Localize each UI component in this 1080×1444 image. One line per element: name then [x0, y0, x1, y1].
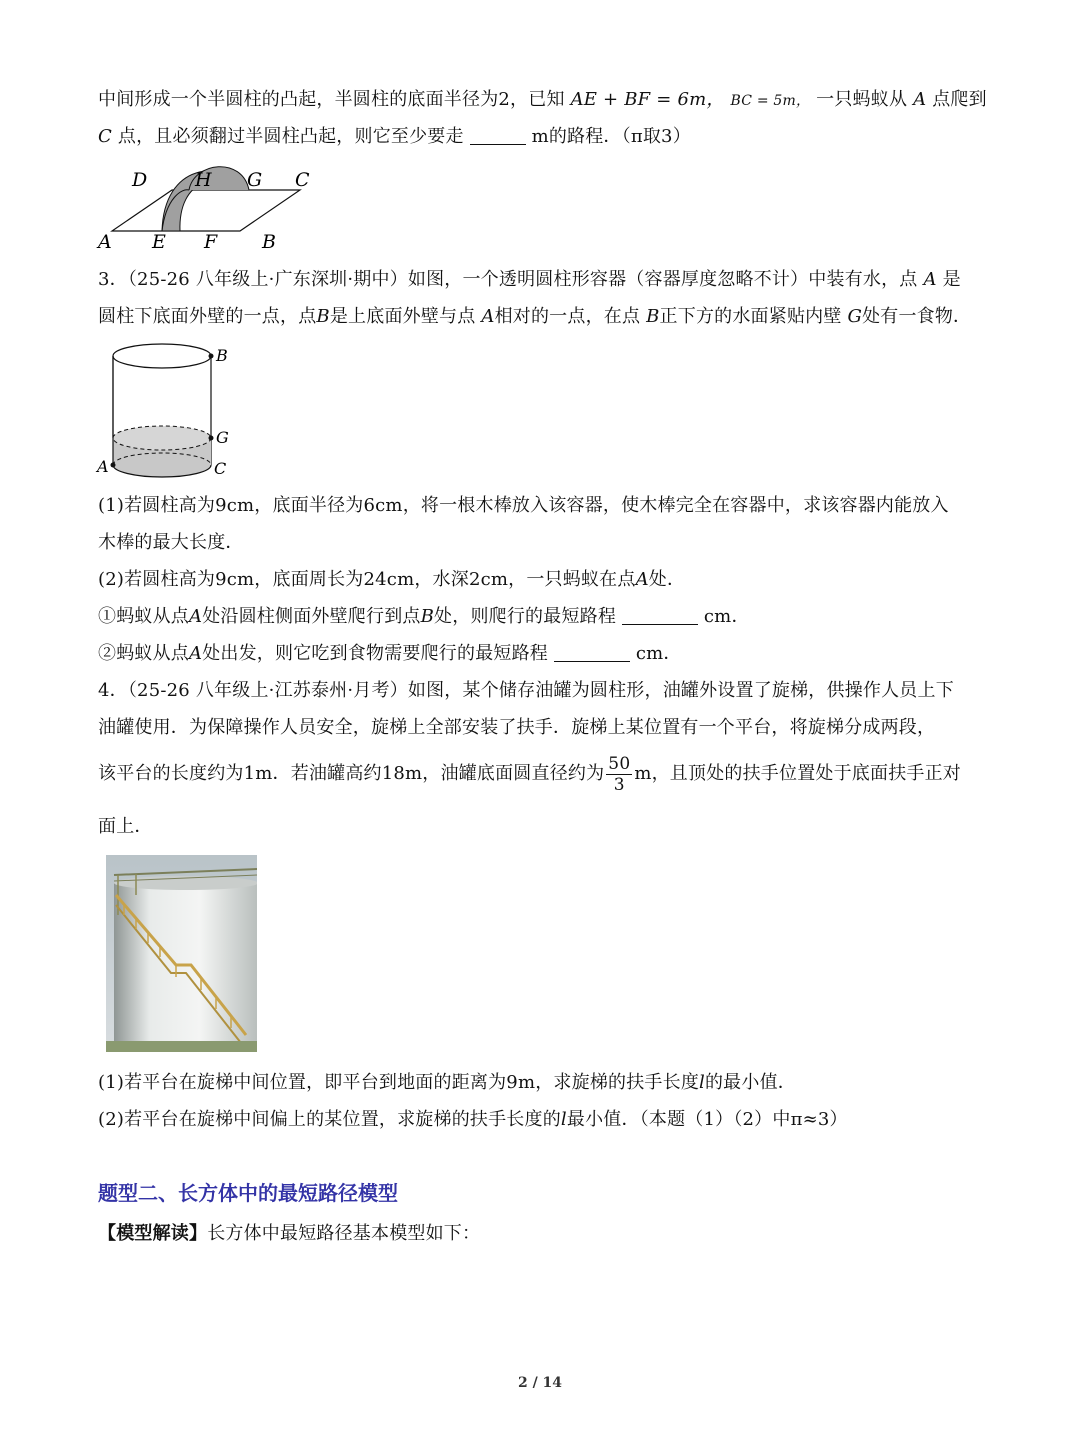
q4-text: (1)若平台在旋梯中间位置，即平台到地面的距离为9m，求旋梯的扶手长度: [98, 1072, 700, 1093]
q2-text: 点，且必须翻过半圆柱凸起，则它至少要走: [117, 126, 464, 147]
q3-text: cm．: [703, 606, 750, 627]
label-d: D: [132, 169, 148, 191]
cylinder-figure: [94, 338, 244, 483]
model-text: 长方体中最短路径基本模型如下：: [207, 1223, 481, 1244]
q2-eq-ae-bf: AE + BF = 6m，: [570, 89, 725, 110]
q4-text: m，且顶处的扶手位置处于底面扶手正对: [634, 763, 962, 784]
q3-part1: (1)若圆柱高为9cm，底面半径为6cm，将一根木棒放入该容器，使木棒完全在容器中，求该容器内能放入: [98, 495, 949, 516]
point-a: A: [189, 606, 203, 627]
q3-text: cm．: [635, 643, 682, 664]
q3-text: 处有一食物．: [862, 306, 972, 327]
label-a: A: [98, 231, 112, 253]
q4-line1: 4．（25-26 八年级上·江苏泰州·月考）如图，某个储存油罐为圆柱形，油罐外设置了旋梯，供操作人员上下: [98, 680, 954, 701]
answer-blank: [554, 643, 630, 662]
q2-line1: [98, 88, 987, 113]
point-g-dot: [209, 436, 214, 441]
q3-part1-cont: 木棒的最大长度．: [98, 532, 244, 553]
variable-l: l: [699, 1072, 705, 1093]
parallelogram: [112, 190, 300, 231]
point-a: A: [635, 569, 649, 590]
label-g: G: [216, 428, 229, 447]
q4-text: 的最小值．: [704, 1072, 796, 1093]
label-a: A: [97, 457, 109, 476]
q3-line2: [98, 305, 980, 329]
q3-text: (2)若圆柱高为9cm，底面周长为24cm，水深2cm，一只蚂蚁在点: [98, 569, 636, 590]
label-e: E: [152, 231, 166, 253]
q2-text: 点爬到: [932, 89, 987, 110]
fraction-50-3: [606, 754, 632, 795]
point-a: A: [189, 643, 203, 664]
q3-text: 是: [942, 269, 961, 290]
model-label: 【模型解读】: [98, 1223, 208, 1244]
half-cylinder-figure: [92, 158, 332, 254]
q4-text: 该平台的长度约为1m．若油罐高约18m，油罐底面圆直径约为: [98, 763, 605, 784]
water-surface: [113, 426, 211, 450]
q3-text: 3．（25-26 八年级上·广东深圳·期中）如图，一个透明圆柱形容器（容器厚度忽略不计）中装有水，点: [98, 269, 918, 290]
q4-part1: [98, 1071, 980, 1095]
variable-l: l: [560, 1109, 567, 1130]
q3-sub1: [98, 605, 980, 629]
point-c: C: [98, 126, 112, 147]
cylinder-top: [113, 344, 211, 368]
q4-text: (2)若平台在旋梯中间偏上的某位置，求旋梯的扶手长度的: [98, 1109, 561, 1130]
label-h: H: [195, 169, 212, 191]
point-a-dot: [111, 463, 116, 468]
q3-text: 是上底面外壁与点: [329, 306, 476, 327]
fraction-denominator: 3: [613, 774, 625, 795]
q3-text: 相对的一点，在点: [494, 306, 641, 327]
point-b: B: [646, 306, 660, 327]
q2-eq-bc: BC = 5m，: [730, 93, 811, 109]
model-explanation: [98, 1222, 980, 1246]
q4-part2: [98, 1108, 980, 1132]
q4-line2: 油罐使用．为保障操作人员安全，旋梯上全部安装了扶手．旋梯上某位置有一个平台，将旋梯分成两段，: [98, 717, 936, 738]
answer-blank: [622, 606, 698, 625]
section-heading: 题型二、长方体中的最短路径模型: [98, 1181, 398, 1205]
point-a: A: [913, 89, 927, 110]
q2-text: m的路程．（π取3）: [531, 126, 691, 147]
q4-line3: [98, 753, 980, 795]
label-b: B: [216, 346, 228, 365]
answer-blank: [470, 126, 526, 145]
oil-tank-image: [106, 855, 257, 1052]
q3-text: 正下方的水面紧贴内壁: [659, 306, 842, 327]
q3-text: 处，则爬行的最短路程: [434, 606, 617, 627]
q3-text: 处沿圆柱侧面外壁爬行到点: [202, 606, 421, 627]
label-b: B: [262, 231, 276, 253]
q3-text: ①蚂蚁从点: [98, 606, 189, 627]
label-f: F: [204, 231, 218, 253]
q3-text: 圆柱下底面外壁的一点，点: [98, 306, 317, 327]
label-g: G: [247, 169, 263, 191]
q4-line4: 面上．: [98, 816, 153, 837]
q4-text: 最小值．（本题（1）（2）中π≈3）: [566, 1109, 848, 1130]
point-g: G: [847, 306, 863, 327]
label-c: C: [295, 169, 310, 191]
q3-line1: [98, 268, 980, 292]
q3-part2: [98, 568, 980, 592]
q3-text: ②蚂蚁从点: [98, 643, 189, 664]
q3-sub2: [98, 642, 980, 666]
point-b-dot: [209, 354, 214, 359]
page-number: 2 / 14: [517, 1375, 563, 1391]
q2-line2: [98, 125, 980, 149]
oil-tank-photo: [106, 855, 257, 1052]
fraction-numerator: 50: [608, 753, 631, 774]
point-a: A: [481, 306, 495, 327]
point-b: B: [316, 306, 330, 327]
q3-text: 处．: [648, 569, 686, 590]
q2-text: 中间形成一个半圆柱的凸起，半圆柱的底面半径为2，已知: [98, 89, 565, 110]
q3-text: 处出发，则它吃到食物需要爬行的最短路程: [202, 643, 549, 664]
q2-text: 一只蚂蚁从: [816, 89, 908, 110]
label-c: C: [214, 459, 227, 478]
point-b: B: [420, 606, 435, 627]
point-a: A: [923, 269, 937, 290]
